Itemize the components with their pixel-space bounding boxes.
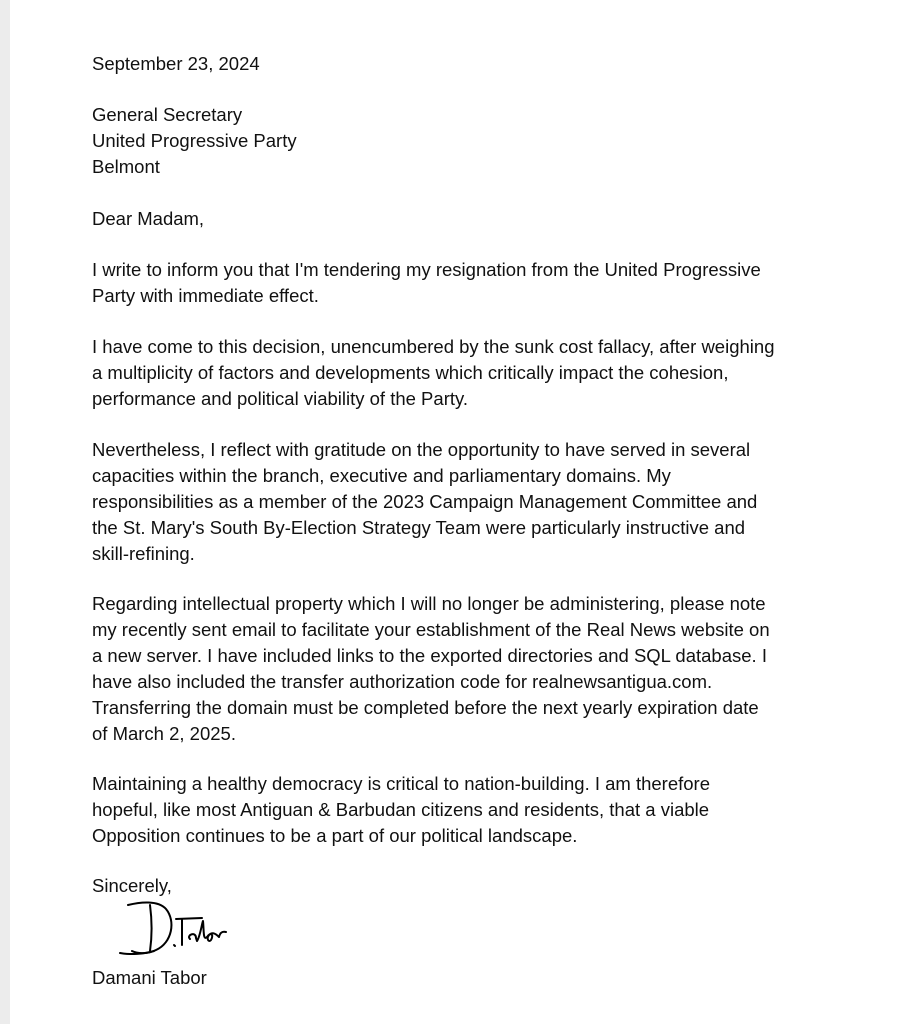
paragraph-line: responsibilities as a member of the 2023 Campaign Management Committee and <box>92 491 758 512</box>
paragraph-line: I write to inform you that I'm tendering my resignation from the United Progressive <box>92 259 761 280</box>
paragraph-line: my recently sent email to facilitate your establishment of the Real News website on <box>92 619 770 640</box>
signature-stroke-d-stem <box>150 905 152 951</box>
recipient-address <box>92 102 832 180</box>
paragraph-line: Opposition continues to be a part of our political landscape. <box>92 825 578 846</box>
paragraph-line: skill-refining. <box>92 543 195 564</box>
paragraph-line: performance and political viability of the Party. <box>92 388 469 409</box>
paragraph-line: Regarding intellectual property which I will no longer be administering, please note <box>92 593 766 614</box>
paragraph-resignation <box>92 257 832 309</box>
recipient-location: Belmont <box>92 156 160 177</box>
paragraph-line: Nevertheless, I reflect with gratitude on the opportunity to have served in several <box>92 439 751 460</box>
letter-date <box>92 51 832 77</box>
signature-stroke-abor <box>189 921 226 941</box>
signature-stroke-dot <box>174 945 175 946</box>
paragraph-line: have also included the transfer authorization code for realnewsantigua.com. <box>92 671 713 692</box>
handwritten-signature <box>110 895 270 965</box>
paragraph-gratitude <box>92 437 832 567</box>
recipient-title: General Secretary <box>92 104 243 125</box>
paragraph-decision <box>92 334 832 412</box>
paragraph-line: hopeful, like most Antiguan & Barbudan citizens and residents, that a viable <box>92 799 710 820</box>
paragraph-line: Party with immediate effect. <box>92 285 319 306</box>
letter-page <box>10 0 908 1024</box>
paragraph-line: a new server. I have included links to the exported directories and SQL database. I <box>92 645 767 666</box>
paragraph-line: capacities within the branch, executive and parliamentary domains. My <box>92 465 671 486</box>
signer-name-text: Damani Tabor <box>92 967 207 988</box>
signer-name <box>92 965 832 991</box>
paragraph-democracy <box>92 771 832 849</box>
paragraph-line: Transferring the domain must be completed before the next yearly expiration date <box>92 697 759 718</box>
paragraph-line: I have come to this decision, unencumbered by the sunk cost fallacy, after weighing <box>92 336 775 357</box>
recipient-organization: United Progressive Party <box>92 130 297 151</box>
salutation <box>92 206 832 232</box>
signature-stroke-t-bar <box>176 918 202 919</box>
paragraph-line: of March 2, 2025. <box>92 723 236 744</box>
paragraph-line: Maintaining a healthy democracy is critical to nation-building. I am therefore <box>92 773 711 794</box>
closing-text: Sincerely, <box>92 875 172 896</box>
paragraph-line: the St. Mary's South By-Election Strategy Team were particularly instructive and <box>92 517 746 538</box>
paragraph-line: a multiplicity of factors and developments which critically impact the cohesion, <box>92 362 729 383</box>
salutation-text: Dear Madam, <box>92 208 205 229</box>
paragraph-intellectual-property <box>92 591 832 747</box>
date-text: September 23, 2024 <box>92 53 260 74</box>
